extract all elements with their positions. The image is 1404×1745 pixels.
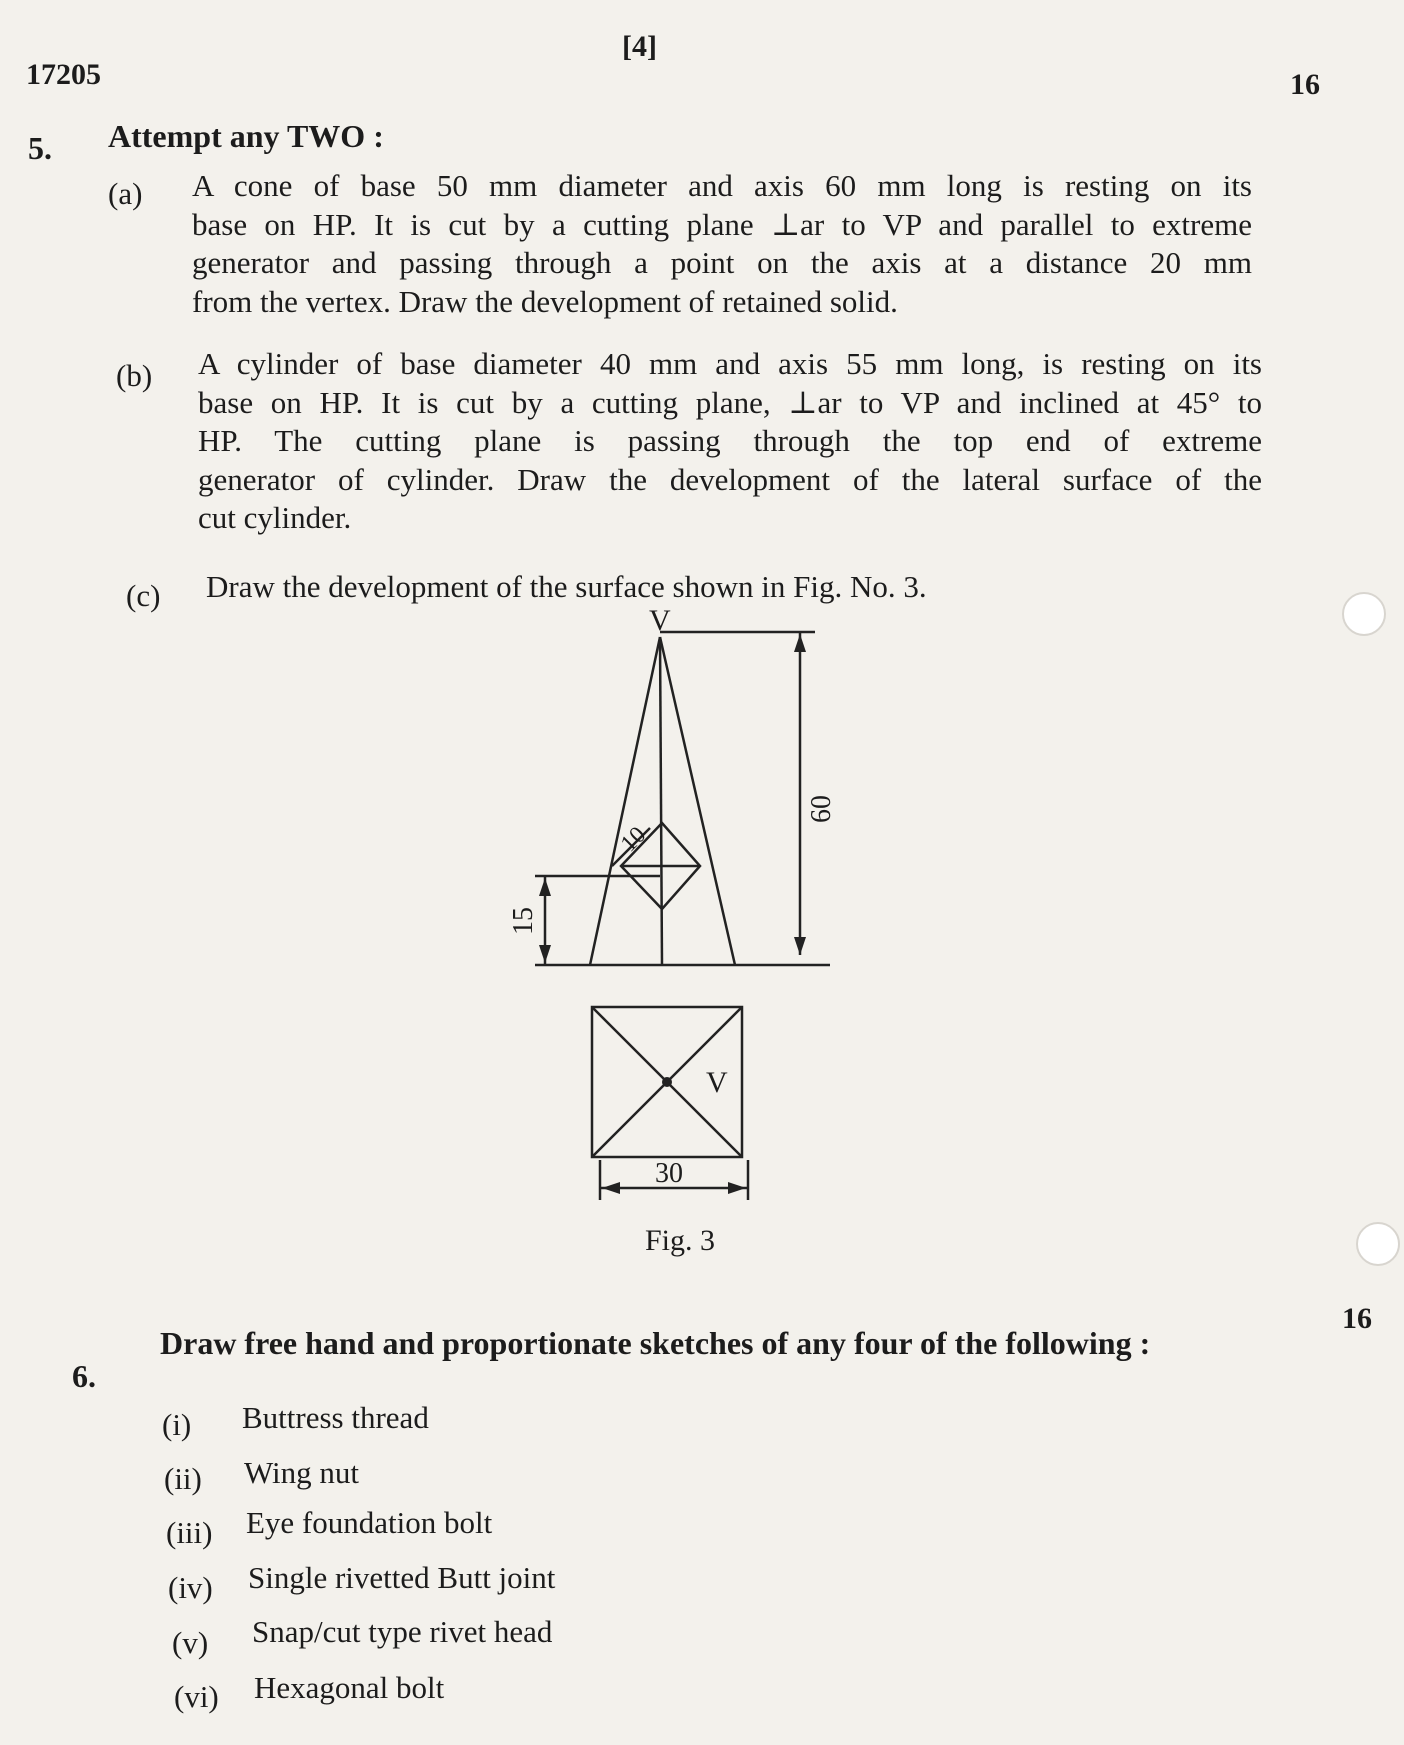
q6-item-5-label: (v) xyxy=(172,1625,209,1660)
q5a-line-3: generator and passing through a point on the axis at a distance 20 mm xyxy=(192,245,1252,280)
fig-caption: Fig. 3 xyxy=(645,1224,716,1257)
top-view-square xyxy=(592,1007,742,1157)
punch-hole-top xyxy=(1342,592,1386,636)
q5a-line-2: base on HP. It is cut by a cutting plane ⊥ar to VP and parallel to extreme xyxy=(192,206,1252,242)
q6-item-1-label: (i) xyxy=(162,1407,192,1442)
paper-code: 17205 xyxy=(26,58,101,91)
q5b-line-4: generator of cylinder. Draw the development of the lateral surface of the xyxy=(198,461,1262,497)
q5b-line-3: HP. The cutting plane is passing through the top end of extreme xyxy=(198,423,1262,458)
q6-item-4-label: (iv) xyxy=(168,1570,213,1605)
pyramid-axis xyxy=(660,637,662,965)
q5c-label: (c) xyxy=(126,578,161,613)
page-number: [4] xyxy=(622,30,657,63)
q6-heading: Draw free hand and proportionate sketches of any four of the following : xyxy=(160,1325,1151,1361)
q6-item-5-text: Snap/cut type rivet head xyxy=(252,1614,553,1649)
punch-hole-bottom xyxy=(1356,1222,1400,1266)
dim-10-line xyxy=(612,828,650,866)
pyramid-left-edge xyxy=(590,637,660,965)
arrow-60-bottom xyxy=(794,937,806,955)
q5a-line-4: from the vertex. Draw the development of retained solid. xyxy=(192,283,898,319)
q5a-label: (a) xyxy=(108,176,143,211)
q6-item-6-text: Hexagonal bolt xyxy=(254,1670,445,1705)
q5-number: 5. xyxy=(28,130,52,166)
q6-item-6-label: (vi) xyxy=(174,1679,219,1714)
fig-vertex-label: V xyxy=(649,604,671,637)
q5c-text: Draw the development of the surface shown in Fig. No. 3. xyxy=(206,569,927,604)
q6-item-2-text: Wing nut xyxy=(244,1455,359,1490)
q5-marks: 16 xyxy=(1290,68,1320,101)
q6-item-4-text: Single rivetted Butt joint xyxy=(248,1560,556,1595)
q5b-text xyxy=(198,345,1262,538)
q5-heading: Attempt any TWO : xyxy=(108,118,384,154)
top-view-diagonal-1 xyxy=(592,1007,742,1157)
q6-item-3-label: (iii) xyxy=(166,1515,213,1550)
q5b-label: (b) xyxy=(116,358,153,393)
top-view-diagonal-2 xyxy=(592,1007,742,1157)
arrow-15-top xyxy=(539,878,551,896)
q6-number: 6. xyxy=(72,1358,96,1394)
fig-top-view-label: V xyxy=(706,1066,728,1099)
pyramid-right-edge xyxy=(660,637,735,965)
square-hole xyxy=(621,823,700,909)
fig-dim-60: 60 xyxy=(806,795,837,823)
q5b-line-1: A cylinder of base diameter 40 mm and axis 55 mm long, is resting on its xyxy=(198,346,1262,381)
top-view-apex-dot xyxy=(662,1077,672,1087)
q6-item-1-text: Buttress thread xyxy=(242,1400,429,1435)
q5b-line-2: base on HP. It is cut by a cutting plane, ⊥ar to VP and inclined at 45° to xyxy=(198,384,1262,420)
q5b-line-5: cut cylinder. xyxy=(198,500,352,535)
arrow-30-left xyxy=(602,1182,620,1194)
q6-item-3-text: Eye foundation bolt xyxy=(246,1505,493,1540)
q6-item-2-label: (ii) xyxy=(164,1461,202,1496)
q5a-text xyxy=(192,167,1252,321)
fig-dim-15: 15 xyxy=(508,907,539,935)
arrow-15-bottom xyxy=(539,945,551,963)
arrow-60-top xyxy=(794,634,806,652)
q5a-line-1: A cone of base 50 mm diameter and axis 60 mm long is resting on its xyxy=(192,168,1252,203)
fig-dim-30: 30 xyxy=(655,1158,683,1189)
fig-dim-10: 10 xyxy=(615,821,652,858)
q6-marks: 16 xyxy=(1342,1302,1372,1335)
arrow-30-right xyxy=(728,1182,746,1194)
